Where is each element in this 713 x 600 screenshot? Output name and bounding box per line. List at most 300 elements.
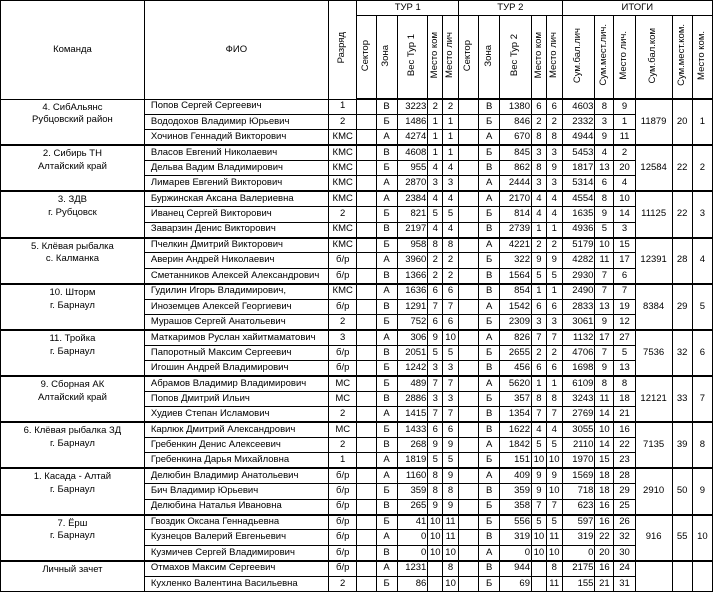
header-weight-1: Вес Тур 1 bbox=[397, 16, 428, 100]
sum-places-cell: 7 bbox=[595, 268, 614, 283]
zone-1-cell: В bbox=[376, 268, 397, 283]
header-place-team-1: Место ком bbox=[428, 16, 443, 100]
weight-2-cell: 826 bbox=[500, 330, 532, 345]
team-place-cell bbox=[692, 561, 712, 592]
rank-cell: б/р bbox=[328, 345, 357, 360]
place-total-cell: 3 bbox=[614, 222, 635, 237]
sum-pts-cell: 1698 bbox=[562, 361, 595, 376]
team-places-cell: 22 bbox=[672, 145, 692, 191]
zone-2-cell: А bbox=[479, 176, 500, 191]
table-row bbox=[1, 561, 713, 576]
zone-2-cell: Б bbox=[479, 207, 500, 222]
place-pers-1-cell: 7 bbox=[443, 407, 459, 422]
rank-cell: КМС bbox=[328, 284, 357, 299]
place-team-1-cell: 1 bbox=[428, 130, 443, 145]
place-team-2-cell: 3 bbox=[531, 176, 546, 191]
place-team-2-cell: 10 bbox=[531, 453, 546, 468]
zone-1-cell: Б bbox=[376, 576, 397, 591]
zone-1-cell: А bbox=[376, 561, 397, 576]
rank-cell: б/р bbox=[328, 515, 357, 530]
weight-1-cell: 958 bbox=[397, 238, 428, 253]
header-tour1: ТУР 1 bbox=[357, 1, 459, 16]
place-pers-1-cell: 7 bbox=[443, 376, 459, 391]
weight-2-cell: 556 bbox=[500, 515, 532, 530]
place-pers-2-cell: 10 bbox=[546, 545, 562, 560]
weight-1-cell: 359 bbox=[397, 484, 428, 499]
weight-2-cell: 944 bbox=[500, 561, 532, 576]
sum-places-cell: 3 bbox=[595, 114, 614, 129]
zone-1-cell: В bbox=[376, 145, 397, 160]
sum-places-cell: 7 bbox=[595, 345, 614, 360]
place-pers-1-cell: 9 bbox=[443, 438, 459, 453]
header-place-pers-2: Место лич bbox=[546, 16, 562, 100]
sector-2-cell bbox=[459, 530, 479, 545]
zone-1-cell: Б bbox=[376, 376, 397, 391]
zone-1-cell: А bbox=[376, 253, 397, 268]
sum-pts-cell: 2110 bbox=[562, 438, 595, 453]
sector-2-cell bbox=[459, 238, 479, 253]
table-row bbox=[1, 376, 713, 391]
rank-cell: б/р bbox=[328, 561, 357, 576]
weight-1-cell: 1433 bbox=[397, 422, 428, 437]
team-city: г. Барнаул bbox=[49, 530, 95, 542]
rank-cell: 2 bbox=[328, 407, 357, 422]
header-team-place: Место ком. bbox=[692, 16, 712, 100]
results-body bbox=[1, 99, 713, 592]
sum-places-cell: 11 bbox=[595, 391, 614, 406]
zone-2-cell: А bbox=[479, 130, 500, 145]
sum-pts-cell: 155 bbox=[562, 576, 595, 591]
place-team-1-cell: 3 bbox=[428, 176, 443, 191]
weight-2-cell: 69 bbox=[500, 576, 532, 591]
header-totals: ИТОГИ bbox=[562, 1, 712, 16]
rank-cell: б/р bbox=[328, 484, 357, 499]
sum-places-cell: 13 bbox=[595, 299, 614, 314]
sum-places-cell: 8 bbox=[595, 191, 614, 206]
place-total-cell: 31 bbox=[614, 576, 635, 591]
place-pers-2-cell: 11 bbox=[546, 530, 562, 545]
sum-pts-cell: 5453 bbox=[562, 145, 595, 160]
sum-places-cell: 6 bbox=[595, 176, 614, 191]
rank-cell: 3 bbox=[328, 330, 357, 345]
place-total-cell: 5 bbox=[614, 345, 635, 360]
header-place-team-2: Место ком bbox=[531, 16, 546, 100]
place-team-2-cell: 5 bbox=[531, 515, 546, 530]
weight-2-cell: 319 bbox=[500, 530, 532, 545]
sum-pts-cell: 4944 bbox=[562, 130, 595, 145]
rank-cell: б/р bbox=[328, 361, 357, 376]
weight-2-cell: 846 bbox=[500, 114, 532, 129]
zone-1-cell: Б bbox=[376, 238, 397, 253]
sector-2-cell bbox=[459, 176, 479, 191]
place-total-cell: 28 bbox=[614, 468, 635, 483]
zone-1-cell: А bbox=[376, 468, 397, 483]
place-team-1-cell: 10 bbox=[428, 515, 443, 530]
team-sum-cell: 12391 bbox=[635, 238, 672, 284]
sector-1-cell bbox=[357, 545, 376, 560]
sum-places-cell: 8 bbox=[595, 376, 614, 391]
sector-1-cell bbox=[357, 484, 376, 499]
fio-cell: Худиев Степан Исламович bbox=[144, 407, 328, 422]
header-fio: ФИО bbox=[144, 1, 328, 100]
sum-places-cell: 11 bbox=[595, 253, 614, 268]
team-city: Рубцовский район bbox=[32, 114, 113, 126]
sector-2-cell bbox=[459, 222, 479, 237]
sum-pts-cell: 718 bbox=[562, 484, 595, 499]
sum-places-cell: 9 bbox=[595, 361, 614, 376]
sum-places-cell: 16 bbox=[595, 499, 614, 514]
table-row bbox=[1, 330, 713, 345]
team-name: Личный зачет bbox=[42, 563, 103, 575]
sector-1-cell bbox=[357, 499, 376, 514]
rank-cell: 2 bbox=[328, 207, 357, 222]
sum-pts-cell: 6109 bbox=[562, 376, 595, 391]
sum-places-cell: 15 bbox=[595, 453, 614, 468]
sum-pts-cell: 1635 bbox=[562, 207, 595, 222]
place-pers-2-cell: 7 bbox=[546, 407, 562, 422]
weight-1-cell: 268 bbox=[397, 438, 428, 453]
rank-cell: б/р bbox=[328, 530, 357, 545]
place-pers-1-cell: 3 bbox=[443, 391, 459, 406]
sector-2-cell bbox=[459, 330, 479, 345]
place-team-1-cell bbox=[428, 561, 443, 576]
team-name: 4. СибАльянс bbox=[42, 101, 103, 113]
sum-places-cell: 17 bbox=[595, 330, 614, 345]
team-cell bbox=[1, 561, 145, 592]
place-pers-2-cell: 6 bbox=[546, 361, 562, 376]
place-team-2-cell: 1 bbox=[531, 376, 546, 391]
header-tour2: ТУР 2 bbox=[459, 1, 563, 16]
sum-places-cell: 8 bbox=[595, 99, 614, 114]
place-team-2-cell: 1 bbox=[531, 284, 546, 299]
team-name: 2. Сибирь ТН bbox=[42, 148, 102, 160]
header-sum-pts: Сум.бал.лич bbox=[562, 16, 595, 100]
place-total-cell: 14 bbox=[614, 207, 635, 222]
weight-1-cell: 0 bbox=[397, 545, 428, 560]
place-team-1-cell: 7 bbox=[428, 376, 443, 391]
fio-cell: Буржинская Аксана Валериевна bbox=[144, 191, 328, 206]
place-team-2-cell: 4 bbox=[531, 422, 546, 437]
header-sum-places: Сум.мест.лич. bbox=[595, 16, 614, 100]
fio-cell: Папоротный Максим Сергеевич bbox=[144, 345, 328, 360]
place-pers-1-cell: 2 bbox=[443, 99, 459, 114]
weight-1-cell: 1819 bbox=[397, 453, 428, 468]
place-team-1-cell: 9 bbox=[428, 330, 443, 345]
place-team-1-cell: 3 bbox=[428, 391, 443, 406]
rank-cell: КМС bbox=[328, 191, 357, 206]
sum-places-cell: 9 bbox=[595, 207, 614, 222]
zone-2-cell: Б bbox=[479, 453, 500, 468]
weight-2-cell: 5620 bbox=[500, 376, 532, 391]
table-row bbox=[1, 191, 713, 206]
zone-2-cell: Б bbox=[479, 145, 500, 160]
sum-places-cell: 4 bbox=[595, 145, 614, 160]
place-total-cell: 24 bbox=[614, 561, 635, 576]
zone-2-cell: А bbox=[479, 468, 500, 483]
team-name: 7. Ёрш bbox=[57, 517, 88, 529]
place-pers-1-cell: 3 bbox=[443, 176, 459, 191]
team-places-cell: 55 bbox=[672, 515, 692, 561]
weight-2-cell: 1842 bbox=[500, 438, 532, 453]
fio-cell: Попов Сергей Сергеевич bbox=[144, 99, 328, 114]
sum-places-cell: 16 bbox=[595, 515, 614, 530]
place-pers-2-cell: 9 bbox=[546, 253, 562, 268]
zone-2-cell: А bbox=[479, 299, 500, 314]
place-total-cell: 23 bbox=[614, 453, 635, 468]
rank-cell: б/р bbox=[328, 299, 357, 314]
fio-cell: Гребенкин Денис Алексеевич bbox=[144, 438, 328, 453]
sector-2-cell bbox=[459, 407, 479, 422]
weight-1-cell: 0 bbox=[397, 530, 428, 545]
rank-cell: б/р bbox=[328, 268, 357, 283]
zone-2-cell: Б bbox=[479, 576, 500, 591]
rank-cell: 1 bbox=[328, 453, 357, 468]
place-pers-1-cell: 8 bbox=[443, 238, 459, 253]
zone-2-cell: А bbox=[479, 238, 500, 253]
zone-1-cell: В bbox=[376, 545, 397, 560]
sum-places-cell: 9 bbox=[595, 130, 614, 145]
place-team-1-cell: 3 bbox=[428, 361, 443, 376]
zone-1-cell: Б bbox=[376, 114, 397, 129]
place-team-1-cell: 10 bbox=[428, 545, 443, 560]
sector-2-cell bbox=[459, 207, 479, 222]
place-total-cell: 9 bbox=[614, 99, 635, 114]
fio-cell: Отмахов Максим Сергеевич bbox=[144, 561, 328, 576]
place-team-1-cell: 7 bbox=[428, 299, 443, 314]
zone-2-cell: Б bbox=[479, 345, 500, 360]
weight-1-cell: 4274 bbox=[397, 130, 428, 145]
zone-1-cell: В bbox=[376, 299, 397, 314]
sector-2-cell bbox=[459, 299, 479, 314]
weight-2-cell: 845 bbox=[500, 145, 532, 160]
team-places-cell: 50 bbox=[672, 468, 692, 514]
team-place-cell: 1 bbox=[692, 99, 712, 145]
zone-2-cell: А bbox=[479, 191, 500, 206]
team-sum-cell: 12584 bbox=[635, 145, 672, 191]
sector-2-cell bbox=[459, 515, 479, 530]
weight-1-cell: 1415 bbox=[397, 407, 428, 422]
team-name: 3. ЗДВ bbox=[57, 194, 87, 206]
place-team-2-cell: 10 bbox=[531, 545, 546, 560]
place-team-1-cell: 8 bbox=[428, 238, 443, 253]
weight-1-cell: 1486 bbox=[397, 114, 428, 129]
place-pers-1-cell: 11 bbox=[443, 515, 459, 530]
sector-2-cell bbox=[459, 561, 479, 576]
weight-1-cell: 1291 bbox=[397, 299, 428, 314]
zone-2-cell: А bbox=[479, 438, 500, 453]
team-places-cell: 33 bbox=[672, 376, 692, 422]
header-sector-2: Сектор bbox=[459, 16, 479, 100]
rank-cell: МС bbox=[328, 422, 357, 437]
place-team-2-cell: 8 bbox=[531, 391, 546, 406]
fio-cell: Гребенкина Дарья Михайловна bbox=[144, 453, 328, 468]
sum-pts-cell: 1132 bbox=[562, 330, 595, 345]
team-name: 1. Касада - Алтай bbox=[33, 471, 112, 483]
sum-places-cell: 13 bbox=[595, 161, 614, 176]
sector-1-cell bbox=[357, 284, 376, 299]
sector-2-cell bbox=[459, 145, 479, 160]
team-sum-cell: 916 bbox=[635, 515, 672, 561]
sector-1-cell bbox=[357, 238, 376, 253]
place-total-cell: 16 bbox=[614, 422, 635, 437]
place-total-cell: 21 bbox=[614, 407, 635, 422]
weight-1-cell: 489 bbox=[397, 376, 428, 391]
fio-cell: Лимарев Евгений Викторович bbox=[144, 176, 328, 191]
sum-pts-cell: 0 bbox=[562, 545, 595, 560]
place-pers-1-cell: 9 bbox=[443, 499, 459, 514]
header-sum-team-places: Сум.мест.ком. bbox=[672, 16, 692, 100]
place-pers-2-cell: 11 bbox=[546, 576, 562, 591]
sector-1-cell bbox=[357, 299, 376, 314]
rank-cell: КМС bbox=[328, 130, 357, 145]
place-total-cell: 2 bbox=[614, 145, 635, 160]
sector-2-cell bbox=[459, 361, 479, 376]
weight-1-cell: 1636 bbox=[397, 284, 428, 299]
table-row bbox=[1, 145, 713, 160]
team-cell bbox=[1, 468, 145, 514]
sector-1-cell bbox=[357, 191, 376, 206]
sector-1-cell bbox=[357, 207, 376, 222]
place-team-1-cell: 6 bbox=[428, 284, 443, 299]
rank-cell: КМС bbox=[328, 145, 357, 160]
zone-2-cell: В bbox=[479, 222, 500, 237]
place-team-2-cell: 10 bbox=[531, 530, 546, 545]
place-team-1-cell: 9 bbox=[428, 499, 443, 514]
sector-1-cell bbox=[357, 422, 376, 437]
sum-places-cell: 18 bbox=[595, 468, 614, 483]
rank-cell: 2 bbox=[328, 576, 357, 591]
weight-1-cell: 1231 bbox=[397, 561, 428, 576]
place-total-cell: 26 bbox=[614, 515, 635, 530]
weight-1-cell: 955 bbox=[397, 161, 428, 176]
weight-1-cell: 2384 bbox=[397, 191, 428, 206]
place-pers-2-cell: 2 bbox=[546, 114, 562, 129]
sector-1-cell bbox=[357, 253, 376, 268]
sector-1-cell bbox=[357, 176, 376, 191]
sum-pts-cell: 2332 bbox=[562, 114, 595, 129]
team-cell bbox=[1, 422, 145, 468]
team-sum-cell: 12121 bbox=[635, 376, 672, 422]
place-pers-1-cell: 9 bbox=[443, 468, 459, 483]
place-total-cell: 30 bbox=[614, 545, 635, 560]
zone-1-cell: А bbox=[376, 191, 397, 206]
weight-1-cell: 2870 bbox=[397, 176, 428, 191]
sum-pts-cell: 319 bbox=[562, 530, 595, 545]
weight-2-cell: 357 bbox=[500, 391, 532, 406]
zone-1-cell: Б bbox=[376, 161, 397, 176]
place-team-1-cell: 8 bbox=[428, 484, 443, 499]
place-team-2-cell: 9 bbox=[531, 484, 546, 499]
place-team-2-cell: 7 bbox=[531, 499, 546, 514]
place-team-1-cell: 5 bbox=[428, 345, 443, 360]
sector-1-cell bbox=[357, 222, 376, 237]
sum-pts-cell: 2769 bbox=[562, 407, 595, 422]
weight-1-cell: 3223 bbox=[397, 99, 428, 114]
weight-2-cell: 2444 bbox=[500, 176, 532, 191]
weight-2-cell: 670 bbox=[500, 130, 532, 145]
place-pers-2-cell: 4 bbox=[546, 422, 562, 437]
zone-2-cell: Б bbox=[479, 391, 500, 406]
sum-pts-cell: 3055 bbox=[562, 422, 595, 437]
sum-pts-cell: 2930 bbox=[562, 268, 595, 283]
place-pers-2-cell: 5 bbox=[546, 268, 562, 283]
sum-pts-cell: 1970 bbox=[562, 453, 595, 468]
fio-cell: Власов Евгений Николаевич bbox=[144, 145, 328, 160]
team-name: 10. Шторм bbox=[49, 286, 96, 298]
rank-cell: б/р bbox=[328, 545, 357, 560]
place-team-2-cell: 3 bbox=[531, 314, 546, 329]
zone-1-cell: Б bbox=[376, 361, 397, 376]
team-place-cell: 10 bbox=[692, 515, 712, 561]
place-pers-2-cell: 3 bbox=[546, 314, 562, 329]
zone-1-cell: А bbox=[376, 176, 397, 191]
place-team-2-cell: 3 bbox=[531, 145, 546, 160]
rank-cell: б/р bbox=[328, 499, 357, 514]
place-pers-2-cell: 1 bbox=[546, 222, 562, 237]
sum-pts-cell: 1569 bbox=[562, 468, 595, 483]
weight-2-cell: 322 bbox=[500, 253, 532, 268]
place-team-2-cell: 1 bbox=[531, 222, 546, 237]
sum-pts-cell: 4282 bbox=[562, 253, 595, 268]
place-pers-1-cell: 3 bbox=[443, 361, 459, 376]
sector-1-cell bbox=[357, 314, 376, 329]
place-total-cell: 15 bbox=[614, 238, 635, 253]
team-cell bbox=[1, 99, 145, 145]
place-total-cell: 10 bbox=[614, 191, 635, 206]
sector-1-cell bbox=[357, 438, 376, 453]
sum-pts-cell: 3061 bbox=[562, 314, 595, 329]
place-team-2-cell: 7 bbox=[531, 407, 546, 422]
place-pers-2-cell: 9 bbox=[546, 468, 562, 483]
sum-places-cell: 10 bbox=[595, 238, 614, 253]
zone-1-cell: А bbox=[376, 453, 397, 468]
team-name: 6. Клёвая рыбалка ЗД bbox=[23, 425, 122, 437]
place-pers-2-cell: 6 bbox=[546, 99, 562, 114]
weight-2-cell: 358 bbox=[500, 499, 532, 514]
header-weight-2: Вес Тур 2 bbox=[500, 16, 532, 100]
weight-1-cell: 752 bbox=[397, 314, 428, 329]
sector-2-cell bbox=[459, 130, 479, 145]
header-place-pers-1: Место лич bbox=[443, 16, 459, 100]
sum-pts-cell: 5179 bbox=[562, 238, 595, 253]
team-city: г. Рубцовск bbox=[48, 207, 97, 219]
team-place-cell: 6 bbox=[692, 330, 712, 376]
weight-2-cell: 456 bbox=[500, 361, 532, 376]
fio-cell: Хочинов Геннадий Викторович bbox=[144, 130, 328, 145]
fio-cell: Дельва Вадим Владимирович bbox=[144, 161, 328, 176]
place-pers-1-cell: 10 bbox=[443, 576, 459, 591]
place-team-2-cell bbox=[531, 576, 546, 591]
place-team-2-cell: 5 bbox=[531, 438, 546, 453]
place-team-1-cell: 1 bbox=[428, 145, 443, 160]
weight-1-cell: 1366 bbox=[397, 268, 428, 283]
zone-2-cell: Б bbox=[479, 515, 500, 530]
sector-2-cell bbox=[459, 499, 479, 514]
fio-cell: Бич Владимир Юрьевич bbox=[144, 484, 328, 499]
sum-places-cell: 10 bbox=[595, 422, 614, 437]
sum-places-cell: 14 bbox=[595, 438, 614, 453]
sector-2-cell bbox=[459, 345, 479, 360]
fio-cell: Сметанников Алексей Александрович bbox=[144, 268, 328, 283]
place-total-cell: 1 bbox=[614, 114, 635, 129]
team-place-cell: 4 bbox=[692, 238, 712, 284]
sum-places-cell: 14 bbox=[595, 407, 614, 422]
table-row bbox=[1, 284, 713, 299]
sum-places-cell: 5 bbox=[595, 222, 614, 237]
place-pers-2-cell: 10 bbox=[546, 453, 562, 468]
place-total-cell: 29 bbox=[614, 484, 635, 499]
sum-pts-cell: 4936 bbox=[562, 222, 595, 237]
